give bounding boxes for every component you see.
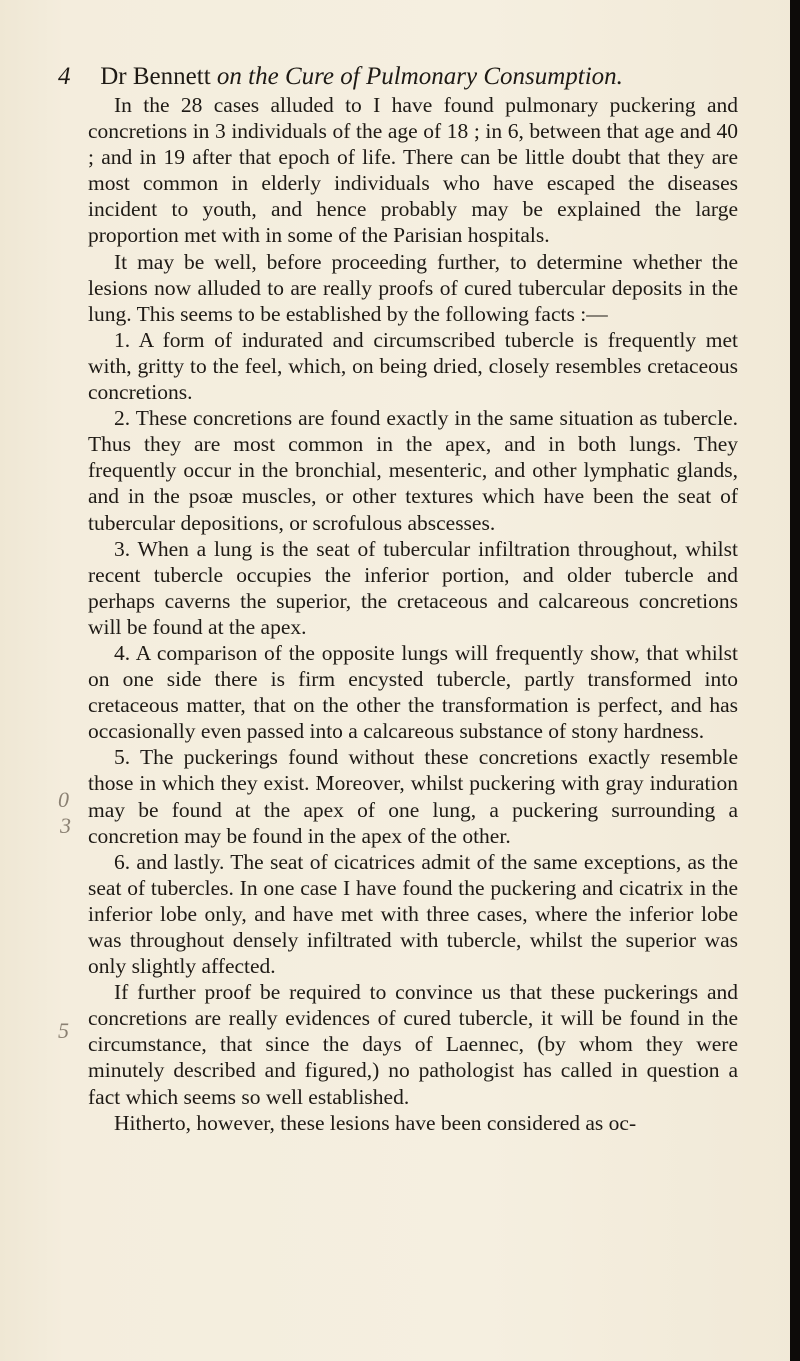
body-text	[88, 92, 738, 1136]
margin-note: 0	[58, 787, 69, 812]
paragraph-proofs: It may be well, before proceeding further, to determine whether the lesions now alluded to are really proofs of cured tubercular deposits in the lung. This seems to be established by the following facts :—	[88, 249, 738, 326]
running-header	[58, 62, 738, 92]
page-number: 4	[58, 63, 71, 90]
header-of: of	[340, 63, 360, 90]
header-author: Dr Bennett	[100, 63, 211, 90]
header-cure: Cure	[284, 63, 335, 90]
paragraph-fact-3: 3. When a lung is the seat of tubercular infiltration throughout, whilst recent tubercle occupies the inferior portion, and older tubercle and perhaps caverns the superior, the cretaceous and calcareous concretions will be found at the apex.	[88, 536, 738, 639]
paragraph-further-proof: If further proof be required to convince us that these puckerings and concretions are really evidences of cured tubercle, it will be found in the circumstance, that since the days of Laennec, (by whom they were minutely described and figured,) no pathologist has called in question a fact which seems so well established.	[88, 980, 738, 1109]
paragraph-fact-4: 4. A comparison of the opposite lungs will frequently show, that whilst on one side there is firm encysted tubercle, partly transformed into cretaceous matter, that on the other the transformation is perfect, and has occasionally even passed into a calcareous substance of stony hardness.	[88, 640, 738, 744]
paragraph-hitherto: Hitherto, however, these lesions have been considered as oc-	[114, 1110, 637, 1135]
paragraph-intro: In the 28 cases alluded to I have found pulmonary puckering and concretions in 3 individuals of the age of 18 ; in 6, between that age and 40 ; and in 19 after that epoch of life. There can be little doubt that they are most common in elderly individuals who have escaped the diseases incident to youth, and hence probably may be explained the large proportion met with in some of the Parisian hospitals.	[88, 93, 738, 248]
header-subject: Pulmonary Consumption.	[365, 63, 623, 90]
header-on-the: on the	[216, 63, 279, 90]
paragraph-fact-5: 5. The puckerings found without these concretions exactly resemble those in which they exist. Moreover, whilst puckering with gray induration may be found at the apex of one lung, a puckering surrounding a concretion may be found in the apex of the other.	[88, 745, 738, 848]
paragraph-fact-1: 1. A form of indurated and circumscribed tubercle is frequently met with, gritty to the feel, which, on being dried, closely resembles cretaceous concretions.	[88, 327, 738, 405]
margin-note: 3	[60, 813, 71, 838]
paragraph-fact-6: 6. and lastly. The seat of cicatrices admit of the same exceptions, as the seat of tubercles. In one case I have found the puckering and cicatrix in the inferior lobe only, and have met with three cases, where the inferior lobe was throughout densely infiltrated with tubercle, whilst the superior was only slightly affected.	[88, 849, 738, 979]
margin-note: 5	[58, 1018, 69, 1043]
page-edge-shadow	[790, 0, 800, 1361]
paragraph-fact-2: 2. These concretions are found exactly in the same situation as tubercle. Thus they are most common in the apex, and in both lungs. They frequently occur in the bronchial, mesenteric, and other lymphatic glands, and in the psoæ muscles, or other textures which have been the seat of tubercular depositions, or scrofulous abscesses.	[88, 406, 738, 535]
